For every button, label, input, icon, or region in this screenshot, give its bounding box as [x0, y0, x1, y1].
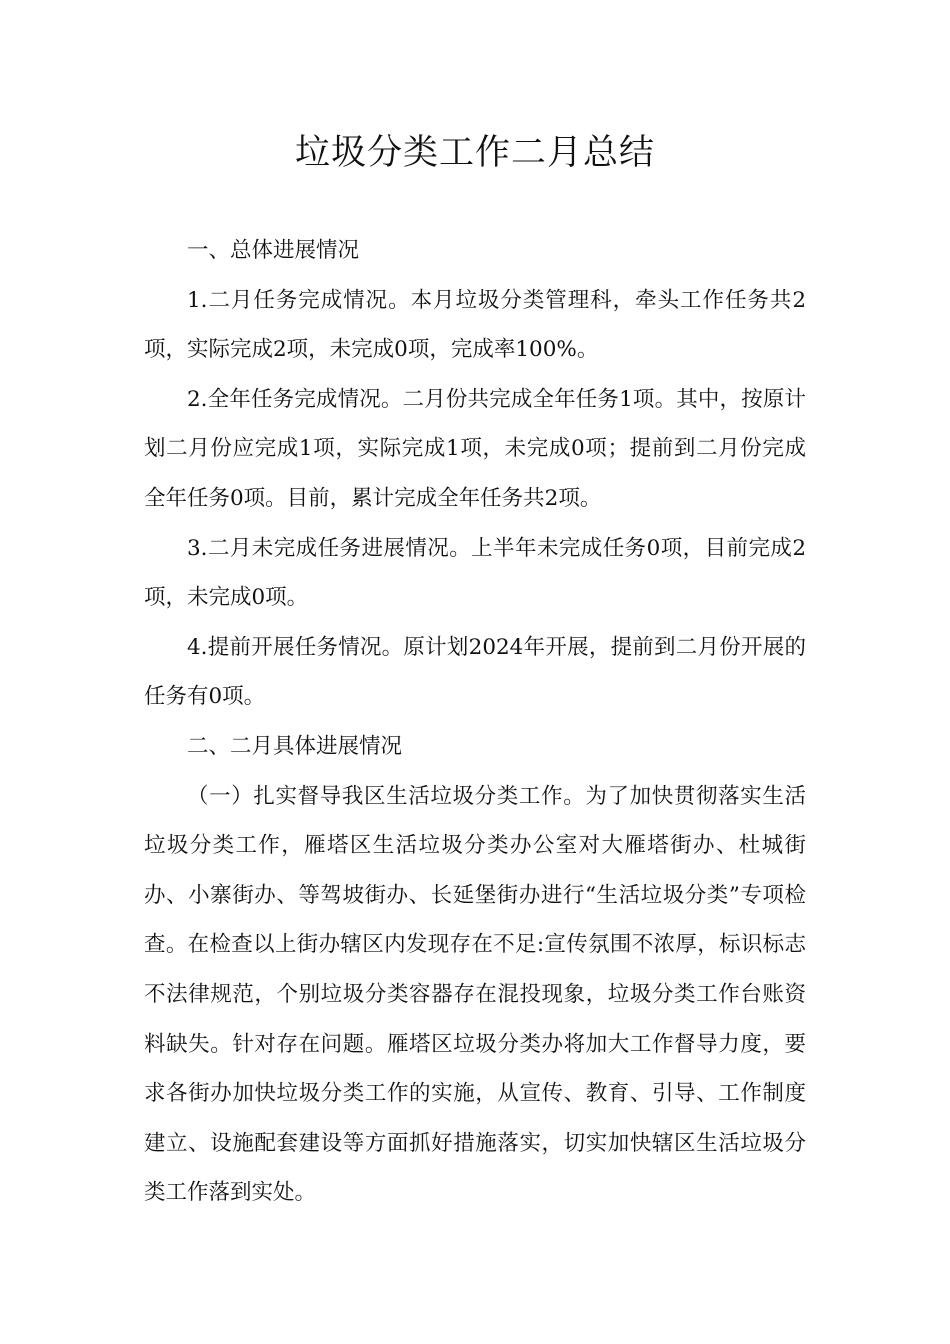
section-heading-specific-progress: 二、二月具体进展情况 [187, 733, 403, 759]
paragraph-annual-tasks: 2.全年任务完成情况。二月份共完成全年任务1项。其中，按原计划二月份应完成1项，实际完成1项，未完成0项；提前到二月份完成全年任务0项。目前，累计完成全年任务共2项。 [144, 386, 806, 511]
document-body [144, 226, 806, 1218]
paragraph-supervision: （一）扎实督导我区生活垃圾分类工作。为了加快贯彻落实生活垃圾分类工作，雁塔区生活垃圾分类办公室对大雁塔街办、杜城街办、小寨街办、等驾坡街办、长延堡街办进行“生活垃圾分类”专项检查。在检查以上街办辖区内发现存在不足:宣传氛围不浓厚，标识标志不法律规范，个别垃圾分类容器存在混投现象，垃圾分类工作台账资料缺失。针对存在问题。雁塔区垃圾分类办将加大工作督导力度，要求各街办加快垃圾分类工作的实施，从宣传、教育、引导、工作制度建立、设施配套建设等方面抓好措施落实，切实加快辖区生活垃圾分类工作落到实处。 [144, 783, 806, 1206]
paragraph-unfinished-tasks: 3.二月未完成任务进展情况。上半年未完成任务0项，目前完成2项，未完成0项。 [144, 535, 806, 611]
paragraph-early-tasks: 4.提前开展任务情况。原计划2024年开展，提前到二月份开展的任务有0项。 [144, 634, 806, 710]
document-title: 垃圾分类工作二月总结 [294, 133, 655, 173]
paragraph-february-tasks: 1.二月任务完成情况。本月垃圾分类管理科，牵头工作任务共2项，实际完成2项，未完成0项，完成率100%。 [144, 287, 806, 363]
section-heading-overall-progress: 一、总体进展情况 [187, 238, 360, 263]
